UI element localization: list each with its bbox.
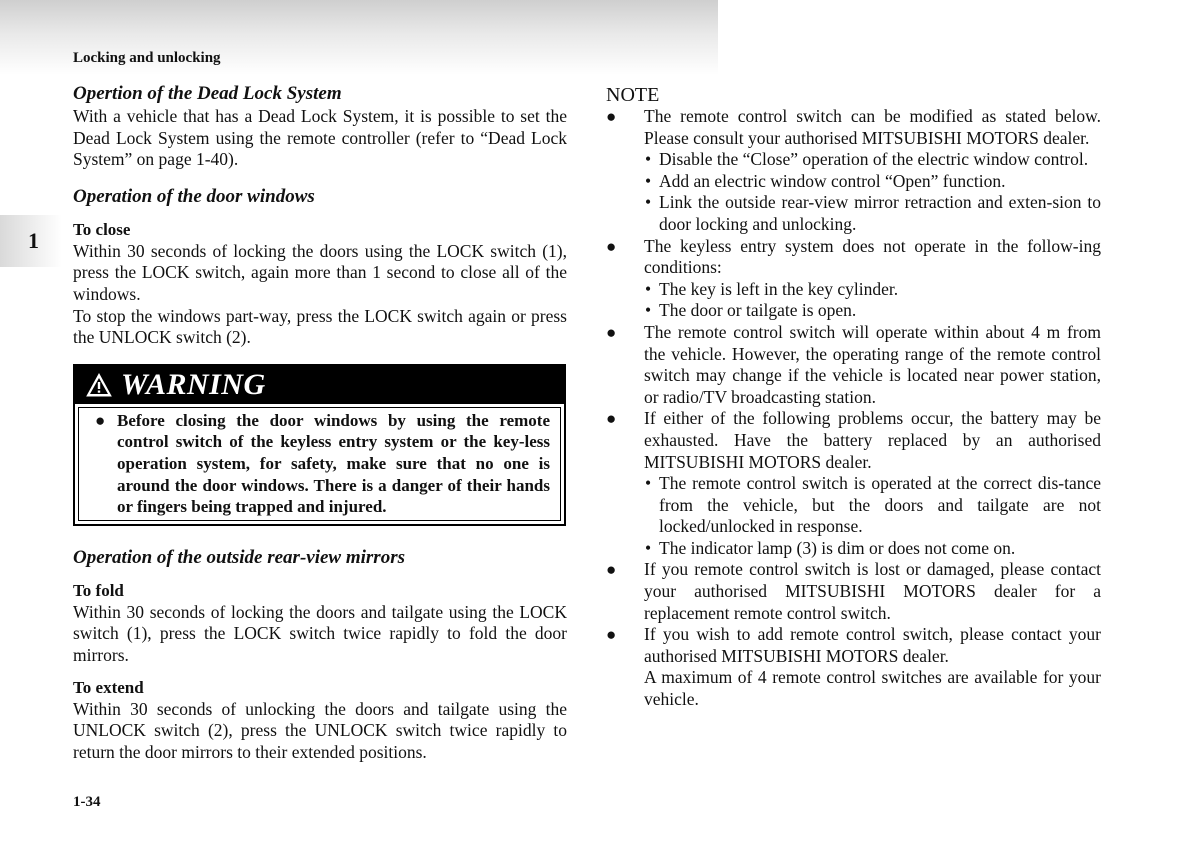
mirrors-heading: Operation of the outside rear-view mirrors [73, 546, 405, 568]
door-windows-heading: Operation of the door windows [73, 185, 315, 207]
sub-bullet-icon: • [645, 537, 652, 558]
warning-title: WARNING [121, 367, 266, 401]
bullet-icon: ● [606, 236, 617, 256]
note-text: If you remote control switch is lost or damaged, please contact your authorised MITSUBISHI MOTORS dealer for a replacement remote control switch. [644, 559, 1101, 623]
note-sub-item [645, 149, 1101, 171]
note-sub-text: The key is left in the key cylinder. [659, 278, 899, 299]
page-number: 1-34 [73, 794, 101, 810]
to-extend-text: Within 30 seconds of unlocking the doors and tailgate using the UNLOCK switch (2), press the UNLOCK switch twice rapidly to return the door mirrors to their extended positions. [73, 698, 567, 762]
sub-bullet-icon: • [645, 278, 652, 299]
bullet-icon: ● [606, 409, 617, 429]
note-sub-text: The indicator lamp (3) is dim or does not come on. [659, 537, 1016, 558]
dead-lock-text: With a vehicle that has a Dead Lock System, it is possible to set the Dead Lock System using the remote controller (refer to “Dead Lock System” on page 1-40). [73, 106, 567, 170]
dead-lock-heading: Opertion of the Dead Lock System [73, 83, 342, 104]
section-title: Locking and unlocking [73, 50, 221, 66]
to-close-label: To close [73, 219, 131, 239]
to-stop-text: To stop the windows part-way, press the LOCK switch again or press the UNLOCK switch (2). [73, 305, 567, 348]
to-fold-text: Within 30 seconds of locking the doors and tailgate using the LOCK switch (1), press the LOCK switch twice rapidly to fold the door mirrors. [73, 601, 567, 665]
to-extend-label: To extend [73, 677, 144, 697]
note-item [606, 322, 1101, 408]
note-sub-item [645, 192, 1101, 235]
sub-bullet-icon: • [645, 192, 652, 213]
warning-text: Before closing the door windows by using the remote control switch of the keyless entry system or the key-less operation system, for safety, make sure that no one is around the door windows. There is a danger of their hands or fingers being trapped and injured. [117, 410, 550, 517]
note-sub-item [645, 473, 1101, 538]
left-column [73, 82, 567, 763]
warning-header [75, 366, 564, 404]
note-text: The remote control switch can be modified as stated below. Please consult your authorised MITSUBISHI MOTORS dealer. [644, 106, 1101, 148]
bullet-icon: ● [606, 322, 617, 342]
note-item [606, 624, 1101, 710]
note-sub-item [645, 300, 1101, 322]
warning-box [73, 364, 566, 526]
sub-bullet-icon: • [645, 473, 652, 494]
note-sub-item [645, 279, 1101, 301]
bullet-icon: ● [95, 410, 106, 430]
note-item [606, 236, 1101, 322]
sub-bullet-icon: • [645, 300, 652, 321]
bullet-icon: ● [606, 625, 617, 645]
note-sub-text: Disable the “Close” operation of the electric window control. [659, 149, 1089, 170]
sub-bullet-icon: • [645, 170, 652, 191]
right-column [606, 84, 1101, 711]
warning-triangle-icon [85, 372, 113, 398]
note-text: The remote control switch will operate within about 4 m from the vehicle. However, the operating range of the remote control switch may change if the vehicle is located near power station, or radio/TV broadcasting station. [644, 321, 1101, 407]
note-item [606, 408, 1101, 559]
to-close-text: Within 30 seconds of locking the doors using the LOCK switch (1), press the LOCK switch, again more than 1 second to close all of the windows. [73, 240, 567, 304]
note-sub-item [645, 538, 1101, 560]
note-text: If either of the following problems occur, the battery may be exhausted. Have the battery replaced by an authorised MITSUBISHI MOTORS dealer. [644, 408, 1101, 472]
note-item [606, 559, 1101, 624]
note-text: If you wish to add remote control switch, please contact your authorised MITSUBISHI MOTORS dealer. [644, 624, 1101, 666]
note-title: NOTE [606, 84, 660, 106]
bullet-icon: ● [606, 560, 617, 580]
bullet-icon: ● [606, 107, 617, 126]
note-item [606, 106, 1101, 236]
chapter-number: 1 [28, 228, 39, 253]
to-fold-label: To fold [73, 580, 124, 600]
warning-body [75, 404, 564, 524]
note-sub-text: Add an electric window control “Open” function. [659, 170, 1006, 191]
note-sub-text: Link the outside rear-view mirror retraction and exten-sion to door locking and unlocking. [659, 192, 1101, 234]
note-sub-item [645, 171, 1101, 193]
warning-item [95, 410, 550, 518]
note-extra-text: A maximum of 4 remote control switches are available for your vehicle. [644, 667, 1101, 710]
note-text: The keyless entry system does not operate in the follow-ing conditions: [644, 235, 1101, 278]
sub-bullet-icon: • [645, 149, 652, 170]
note-sub-text: The door or tailgate is open. [659, 300, 857, 321]
note-sub-text: The remote control switch is operated at the correct dis-tance from the vehicle, but the doors and tailgate are not locked/unlocked in response. [659, 473, 1101, 537]
